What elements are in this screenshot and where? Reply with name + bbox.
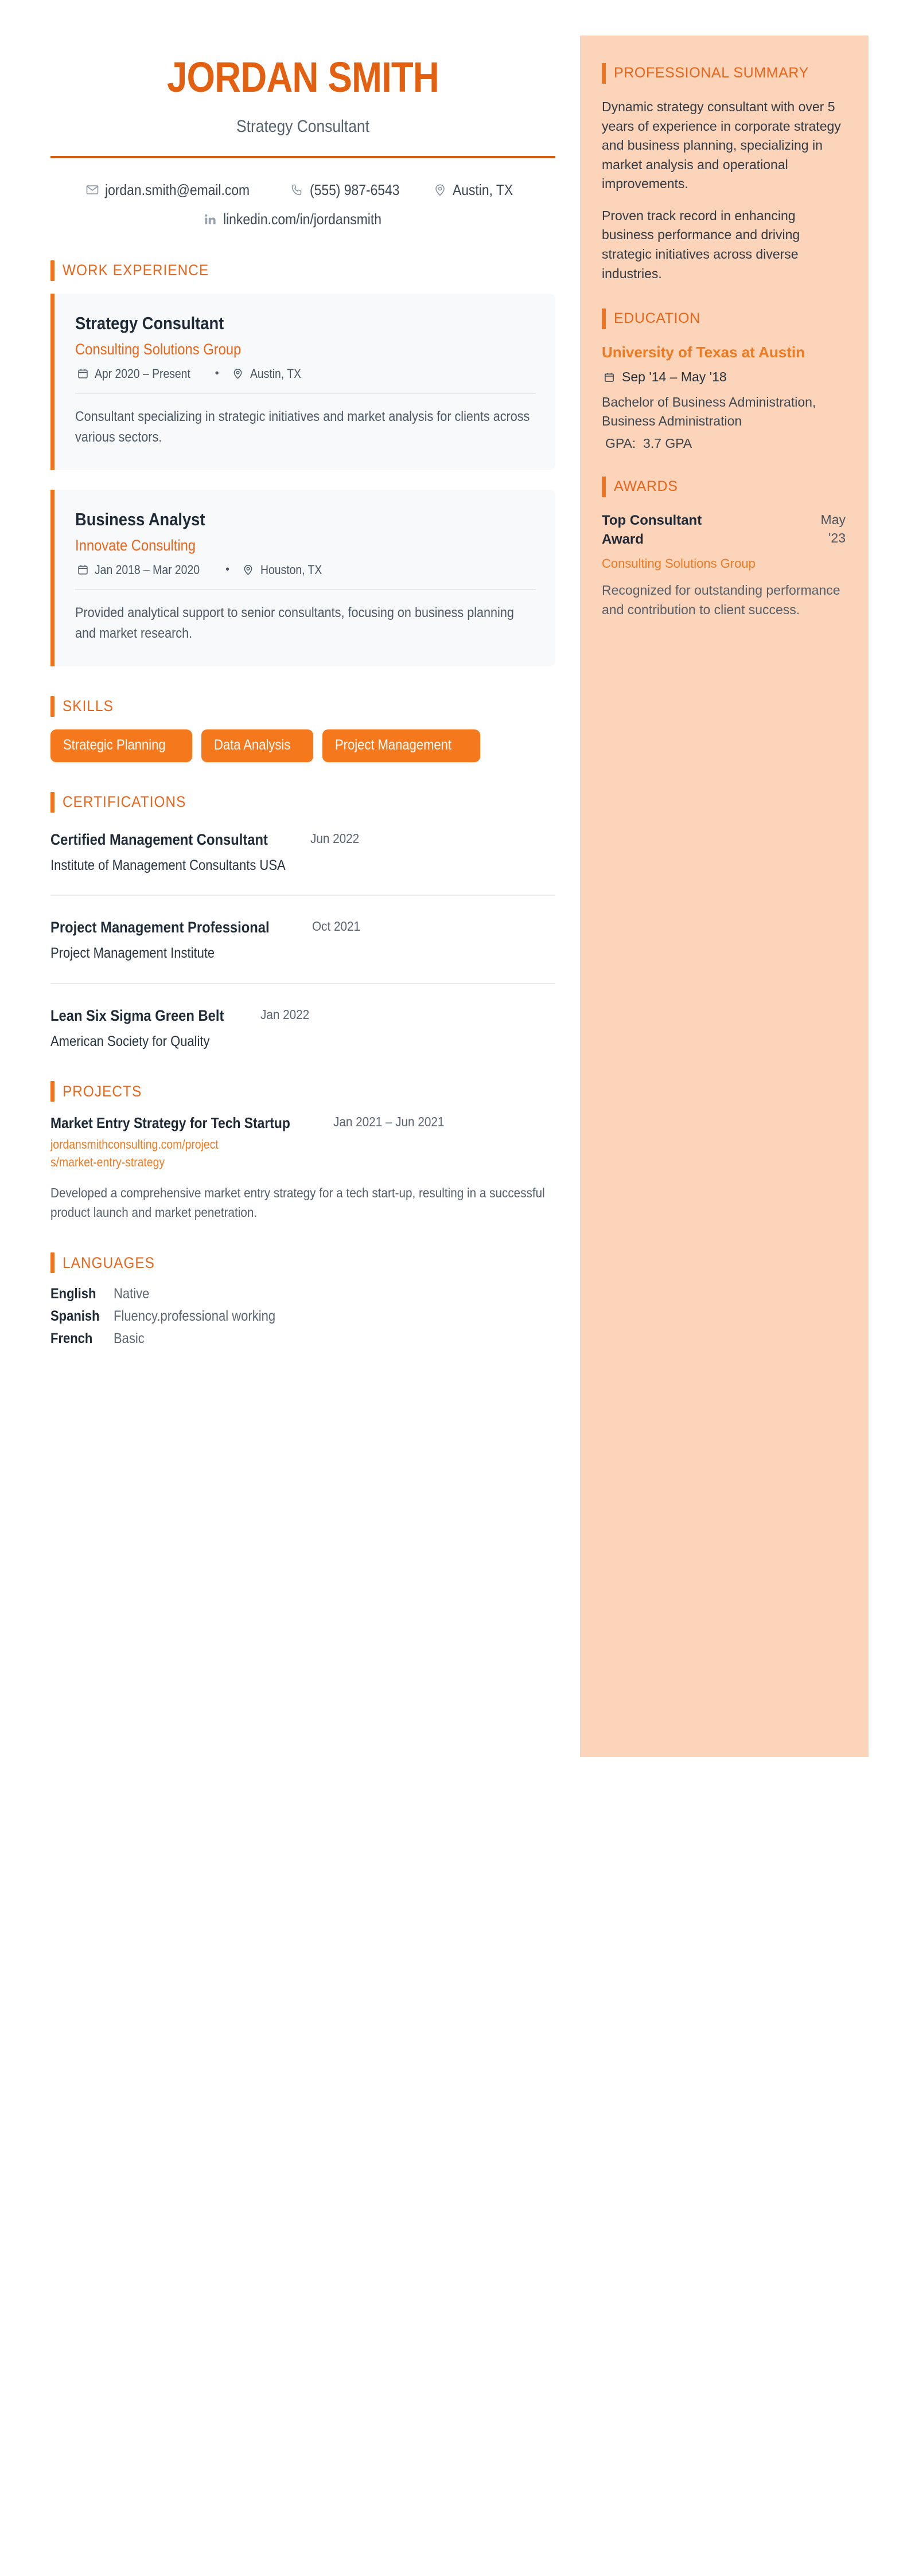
work-experience-item [50,294,555,470]
job-company: Consulting Solutions Group [75,340,242,358]
map-pin-icon [433,182,447,197]
education-school: University of Texas at Austin [602,344,805,361]
main-column [50,0,555,1353]
certification-issuer: Project Management Institute [50,945,215,962]
section-accent-bar [602,309,606,329]
language-name: French [50,1330,93,1347]
award-description: Recognized for outstanding performance and contribution to client success. [602,583,840,617]
language-level: Fluency.professional working [114,1308,276,1325]
skill-tag-label: Data Analysis [213,736,291,753]
project-link[interactable]: jordansmithconsulting.com/projects/market-entry-strategy [50,1137,219,1170]
languages-list [50,1286,555,1347]
certification-issuer: American Society for Quality [50,1033,210,1049]
contact-location [433,179,521,201]
section-header-work-experience [50,260,555,281]
section-title-certifications: CERTIFICATIONS [63,793,186,811]
certification-date: Jun 2022 [310,830,359,846]
contact-line-primary [50,179,555,201]
language-name: Spanish [50,1308,100,1325]
section-accent-bar [50,1081,54,1102]
language-level: Native [114,1286,150,1302]
map-pin-icon [231,366,246,381]
certification-date: Oct 2021 [312,919,360,934]
contact-email-text: jordan.smith@email.com [104,181,250,198]
language-item [50,1308,555,1325]
certification-item [50,913,555,963]
contact-line-secondary [50,208,555,231]
certification-divider [50,983,555,984]
section-header-skills [50,696,555,717]
language-name: English [50,1286,96,1302]
education-gpa-label: GPA: [605,436,636,451]
certification-divider [50,895,555,896]
section-title-professional-summary: PROFESSIONAL SUMMARY [614,65,809,81]
job-company: Innovate Consulting [75,536,196,554]
contact-location-text: Austin, TX [452,181,513,198]
contact-linkedin-text: linkedin.com/in/jordansmith [223,210,381,228]
award-item [602,511,846,619]
skill-tag [322,729,480,762]
certification-item [50,1001,555,1052]
contact-phone[interactable] [290,179,412,201]
award-name: Top Consultant Award [602,513,702,548]
job-meta [75,366,536,381]
section-header-professional-summary [602,63,846,84]
language-item [50,1330,555,1347]
job-divider [75,589,536,590]
envelope-icon [85,182,100,197]
section-header-awards [602,477,846,497]
map-pin-icon [241,563,256,577]
job-divider [75,393,536,394]
contact-email[interactable] [85,179,269,201]
section-header-education [602,309,846,329]
skill-tag [50,729,192,762]
section-title-projects: PROJECTS [63,1082,142,1100]
skill-tag-label: Project Management [335,736,452,753]
contact-phone-text: (555) 987-6543 [310,181,400,198]
job-dates: Jan 2018 – Mar 2020 [95,562,200,577]
language-level: Basic [114,1330,145,1347]
project-date: Jan 2021 – Jun 2021 [333,1114,445,1130]
section-title-education: EDUCATION [614,310,700,327]
job-title: Strategy Consultant [75,313,224,333]
certification-header [50,831,555,849]
page-title: JORDAN SMITH [166,53,439,101]
certification-item [50,825,555,876]
education-block [602,309,846,451]
project-header [50,1114,555,1132]
project-name: Market Entry Strategy for Tech Startup [50,1114,290,1132]
education-dates-text: Sep '14 – May '18 [622,369,727,384]
calendar-icon [75,563,90,577]
education-gpa [602,436,846,451]
section-accent-bar [50,792,54,813]
section-title-languages: LANGUAGES [63,1254,155,1271]
award-organization: Consulting Solutions Group [602,556,756,571]
education-gpa-value: 3.7 GPA [643,436,692,451]
certification-name: Project Management Professional [50,919,270,936]
section-header-certifications [50,792,555,813]
education-dates [602,369,846,385]
job-location: Houston, TX [260,562,322,577]
calendar-icon [75,366,90,381]
certification-header [50,919,555,936]
job-description: Provided analytical support to senior consultants, focusing on business planning and market research. [75,604,514,642]
award-header [602,511,846,549]
project-item [50,1114,555,1223]
section-title-awards: AWARDS [614,478,678,495]
certification-name: Lean Six Sigma Green Belt [50,1006,224,1024]
job-dates: Apr 2020 – Present [95,366,190,381]
header-divider [50,156,555,158]
project-description: Developed a comprehensive market entry strategy for a tech start-up, resulting in a successful product launch and market penetration. [50,1185,545,1220]
linkedin-icon [203,212,218,227]
job-role-subtitle: Strategy Consultant [236,116,369,136]
certification-issuer: Institute of Management Consultants USA [50,857,286,873]
section-header-languages [50,1252,555,1273]
section-title-skills: SKILLS [63,697,114,715]
summary-paragraph: Dynamic strategy consultant with over 5 years of experience in corporate strategy and business planning, specializing in market analysis and operational improvements. [602,99,841,192]
skills-list [50,729,486,762]
section-accent-bar [50,260,54,281]
section-accent-bar [50,1252,54,1273]
calendar-icon [602,370,617,385]
section-accent-bar [602,63,606,84]
sidebar [580,36,869,1757]
job-location: Austin, TX [250,366,301,381]
education-item [602,343,846,451]
work-experience-item [50,490,555,666]
award-date: May '23 [820,512,846,546]
section-header-projects [50,1081,555,1102]
job-meta-separator: • [225,563,229,576]
education-degree: Bachelor of Business Administration, Business Administration [602,395,816,428]
section-title-work-experience: WORK EXPERIENCE [63,261,209,279]
summary-paragraph: Proven track record in enhancing business performance and driving strategic initiatives across diverse industries. [602,208,800,281]
job-title: Business Analyst [75,509,205,529]
skill-tag [201,729,313,762]
job-meta [75,563,536,577]
contact-linkedin[interactable] [203,208,403,231]
contact-info [50,179,555,231]
phone-icon [290,182,305,197]
certification-name: Certified Management Consultant [50,830,268,848]
certification-header [50,1007,555,1025]
skill-tag-label: Strategic Planning [63,736,166,753]
section-accent-bar [602,477,606,497]
certification-date: Jan 2022 [260,1006,309,1022]
job-meta-separator: • [215,367,219,380]
language-item [50,1286,555,1302]
awards-block [602,477,846,619]
job-description: Consultant specializing in strategic initiatives and market analysis for clients across various sectors. [75,408,530,446]
section-accent-bar [50,696,54,717]
